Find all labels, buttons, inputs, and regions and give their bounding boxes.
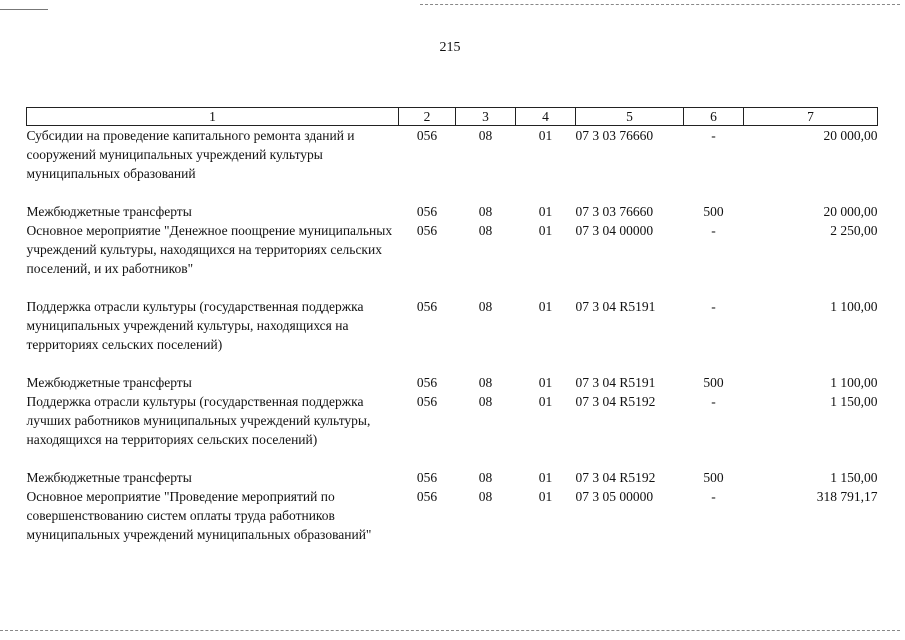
header-col-7: 7 bbox=[744, 108, 878, 126]
row-sum: 20 000,00 bbox=[823, 128, 878, 143]
row-csr: 07 3 05 00000 bbox=[575, 488, 654, 504]
table-row bbox=[27, 297, 878, 373]
row-sum: 1 100,00 bbox=[830, 374, 878, 390]
header-col-6: 6 bbox=[684, 108, 744, 126]
row-ved: 056 bbox=[416, 488, 438, 504]
row-csr: 07 3 04 00000 bbox=[575, 222, 654, 238]
row-razd: 08 bbox=[478, 374, 493, 390]
row-ved: 056 bbox=[416, 469, 438, 485]
row-csr: 07 3 04 R5192 bbox=[575, 469, 656, 485]
scan-artifact-bottom bbox=[0, 630, 900, 631]
row-csr: 07 3 04 R5191 bbox=[575, 298, 656, 314]
row-podr: 01 bbox=[538, 298, 553, 314]
row-ved: 056 bbox=[416, 128, 438, 143]
row-name: Поддержка отрасли культуры (государственная поддержка муниципальных учреждений культуры, находящихся на территориях сельских поселений) bbox=[26, 298, 364, 352]
row-vr: 500 bbox=[703, 203, 724, 219]
table-header-row bbox=[27, 108, 878, 126]
row-sum: 1 150,00 bbox=[830, 469, 878, 485]
row-podr: 01 bbox=[538, 128, 553, 143]
row-razd: 08 bbox=[478, 393, 493, 409]
row-csr: 07 3 03 76660 bbox=[575, 128, 654, 143]
row-name: Субсидии на проведение капитального ремонта зданий и сооружений муниципальных учреждений культуры муниципальных образований bbox=[26, 128, 355, 181]
header-col-1: 1 bbox=[27, 108, 399, 126]
header-col-2: 2 bbox=[399, 108, 456, 126]
table-row bbox=[27, 373, 878, 392]
row-csr: 07 3 04 R5191 bbox=[575, 374, 656, 390]
row-name: Основное мероприятие "Проведение мероприятий по совершенствованию систем оплаты труда работников муниципальных учреждений муниципальных образований" bbox=[26, 488, 372, 542]
row-name: Межбюджетные трансферты bbox=[26, 374, 192, 390]
row-ved: 056 bbox=[416, 393, 438, 409]
row-name: Основное мероприятие "Денежное поощрение муниципальных учреждений культуры, находящихся на территориях сельских поселений, и их работников" bbox=[26, 222, 393, 276]
row-vr: - bbox=[711, 128, 716, 143]
table-row bbox=[27, 126, 878, 202]
row-podr: 01 bbox=[538, 374, 553, 390]
row-razd: 08 bbox=[478, 128, 493, 143]
scan-artifact-top bbox=[420, 4, 900, 5]
row-razd: 08 bbox=[478, 488, 493, 504]
row-vr: 500 bbox=[703, 374, 724, 390]
row-podr: 01 bbox=[538, 393, 553, 409]
row-name: Межбюджетные трансферты bbox=[26, 469, 192, 485]
row-vr: - bbox=[711, 488, 716, 504]
table-row bbox=[27, 468, 878, 487]
row-ved: 056 bbox=[416, 298, 438, 314]
row-vr: - bbox=[711, 222, 716, 238]
row-sum: 2 250,00 bbox=[830, 222, 878, 238]
row-csr: 07 3 03 76660 bbox=[575, 203, 654, 219]
row-csr: 07 3 04 R5192 bbox=[575, 393, 656, 409]
row-razd: 08 bbox=[478, 298, 493, 314]
scan-artifact-top-left bbox=[0, 9, 48, 10]
row-podr: 01 bbox=[538, 469, 553, 485]
row-razd: 08 bbox=[478, 222, 493, 238]
row-name: Межбюджетные трансферты bbox=[26, 203, 192, 219]
page-number: 215 bbox=[439, 40, 461, 55]
row-razd: 08 bbox=[478, 469, 493, 485]
row-sum: 1 100,00 bbox=[830, 298, 878, 314]
row-razd: 08 bbox=[478, 203, 493, 219]
row-vr: 500 bbox=[703, 469, 724, 485]
row-sum: 20 000,00 bbox=[823, 203, 878, 219]
row-sum: 1 150,00 bbox=[830, 393, 878, 409]
table-row bbox=[27, 487, 878, 563]
header-col-5: 5 bbox=[576, 108, 684, 126]
row-podr: 01 bbox=[538, 488, 553, 504]
table-row bbox=[27, 392, 878, 468]
row-podr: 01 bbox=[538, 203, 553, 219]
row-ved: 056 bbox=[416, 203, 438, 219]
table-row bbox=[27, 221, 878, 297]
header-col-3: 3 bbox=[456, 108, 516, 126]
row-sum: 318 791,17 bbox=[816, 488, 878, 504]
header-col-4: 4 bbox=[516, 108, 576, 126]
row-vr: - bbox=[711, 393, 716, 409]
table-row bbox=[27, 202, 878, 221]
budget-table bbox=[26, 107, 878, 563]
row-vr: - bbox=[711, 298, 716, 314]
row-name: Поддержка отрасли культуры (государственная поддержка лучших работников муниципальных учреждений культуры, находящихся на территориях сельских поселений) bbox=[26, 393, 371, 447]
row-ved: 056 bbox=[416, 374, 438, 390]
row-podr: 01 bbox=[538, 222, 553, 238]
row-ved: 056 bbox=[416, 222, 438, 238]
